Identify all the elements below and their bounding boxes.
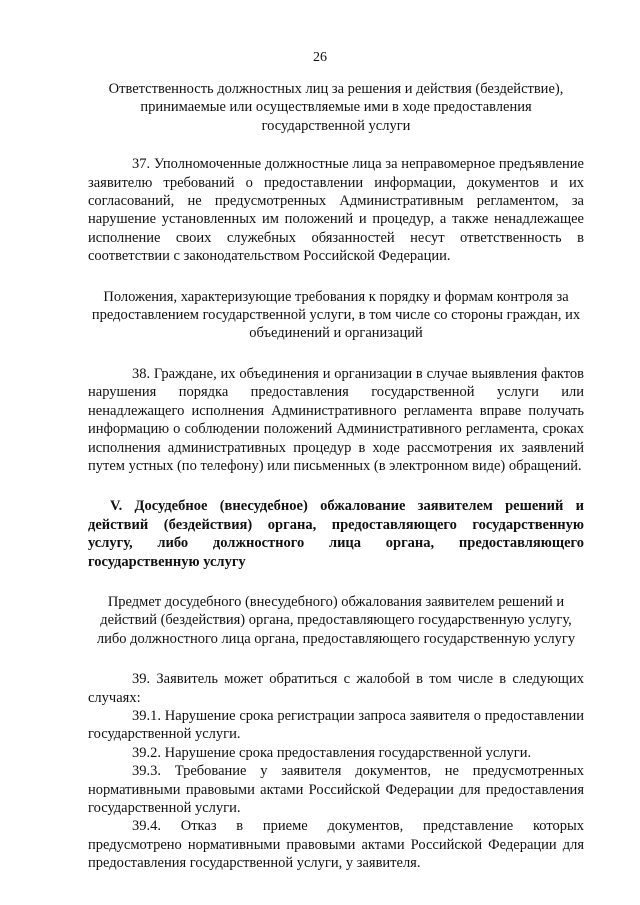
heading-subject: Предмет досудебного (внесудебного) обжалования заявителем решений и действий (бездействия) органа, предоставляющего государственную услугу, либо должностного лица органа, предоставляющего государственную услугу <box>96 593 576 647</box>
heading-control: Положения, характеризующие требования к порядку и формам контроля за предоставлением государственной услуги, в том числе со стороны граждан, их объединений и организаций <box>91 288 581 342</box>
paragraph-39: 39. Заявитель может обратиться с жалобой в том числе в следующих случаях: <box>88 671 584 706</box>
heading-responsibility: Ответственность должностных лиц за решения и действия (бездействие), принимаемые или осуществляемые ими в ходе предоставления государственной услуги <box>108 81 564 134</box>
page-number: 26 <box>313 50 327 65</box>
section-v-title: V. Досудебное (внесудебное) обжалование заявителем решений и действий (бездействия) органа, предоставляющего государственную услугу, либо должностного лица органа, предоставляющего государственную услугу <box>88 498 584 570</box>
paragraph-39-3: 39.3. Требование у заявителя документов, не предусмотренных нормативными правовыми актами Российской Федерации для предоставления государственной услуги. <box>88 763 584 816</box>
paragraph-37: 37. Уполномоченные должностные лица за неправомерное предъявление заявителю требований о предоставлении информации, документов и их согласований, не предусмотренных Административным регламентом, за нарушение установленных им положений и процедур, а также ненадлежащее исполнение своих служебных обязанностей несут ответственность в соответствии с законодательством Российской Федерации. <box>88 156 584 265</box>
paragraph-39-1: 39.1. Нарушение срока регистрации запроса заявителя о предоставлении государственной услуги. <box>88 707 584 743</box>
paragraph-38: 38. Граждане, их объединения и организации в случае выявления фактов нарушения порядка предоставления государственной услуги или ненадлежащего исполнения Административного регламента вправе получать информацию о соблюдении положений Административного регламента, сроках исполнения административных процедур в ходе рассмотрения их заявлений путем устных (по телефону) или письменных (в электронном виде) обращений. <box>88 365 584 474</box>
document-body <box>88 80 584 873</box>
paragraph-39-2: 39.2. Нарушение срока предоставления государственной услуги. <box>132 744 532 761</box>
paragraph-39-4: 39.4. Отказ в приеме документов, представление которых предусмотрено нормативными правовыми актами Российской Федерации для предоставления государственной услуги, у заявителя. <box>88 818 584 872</box>
